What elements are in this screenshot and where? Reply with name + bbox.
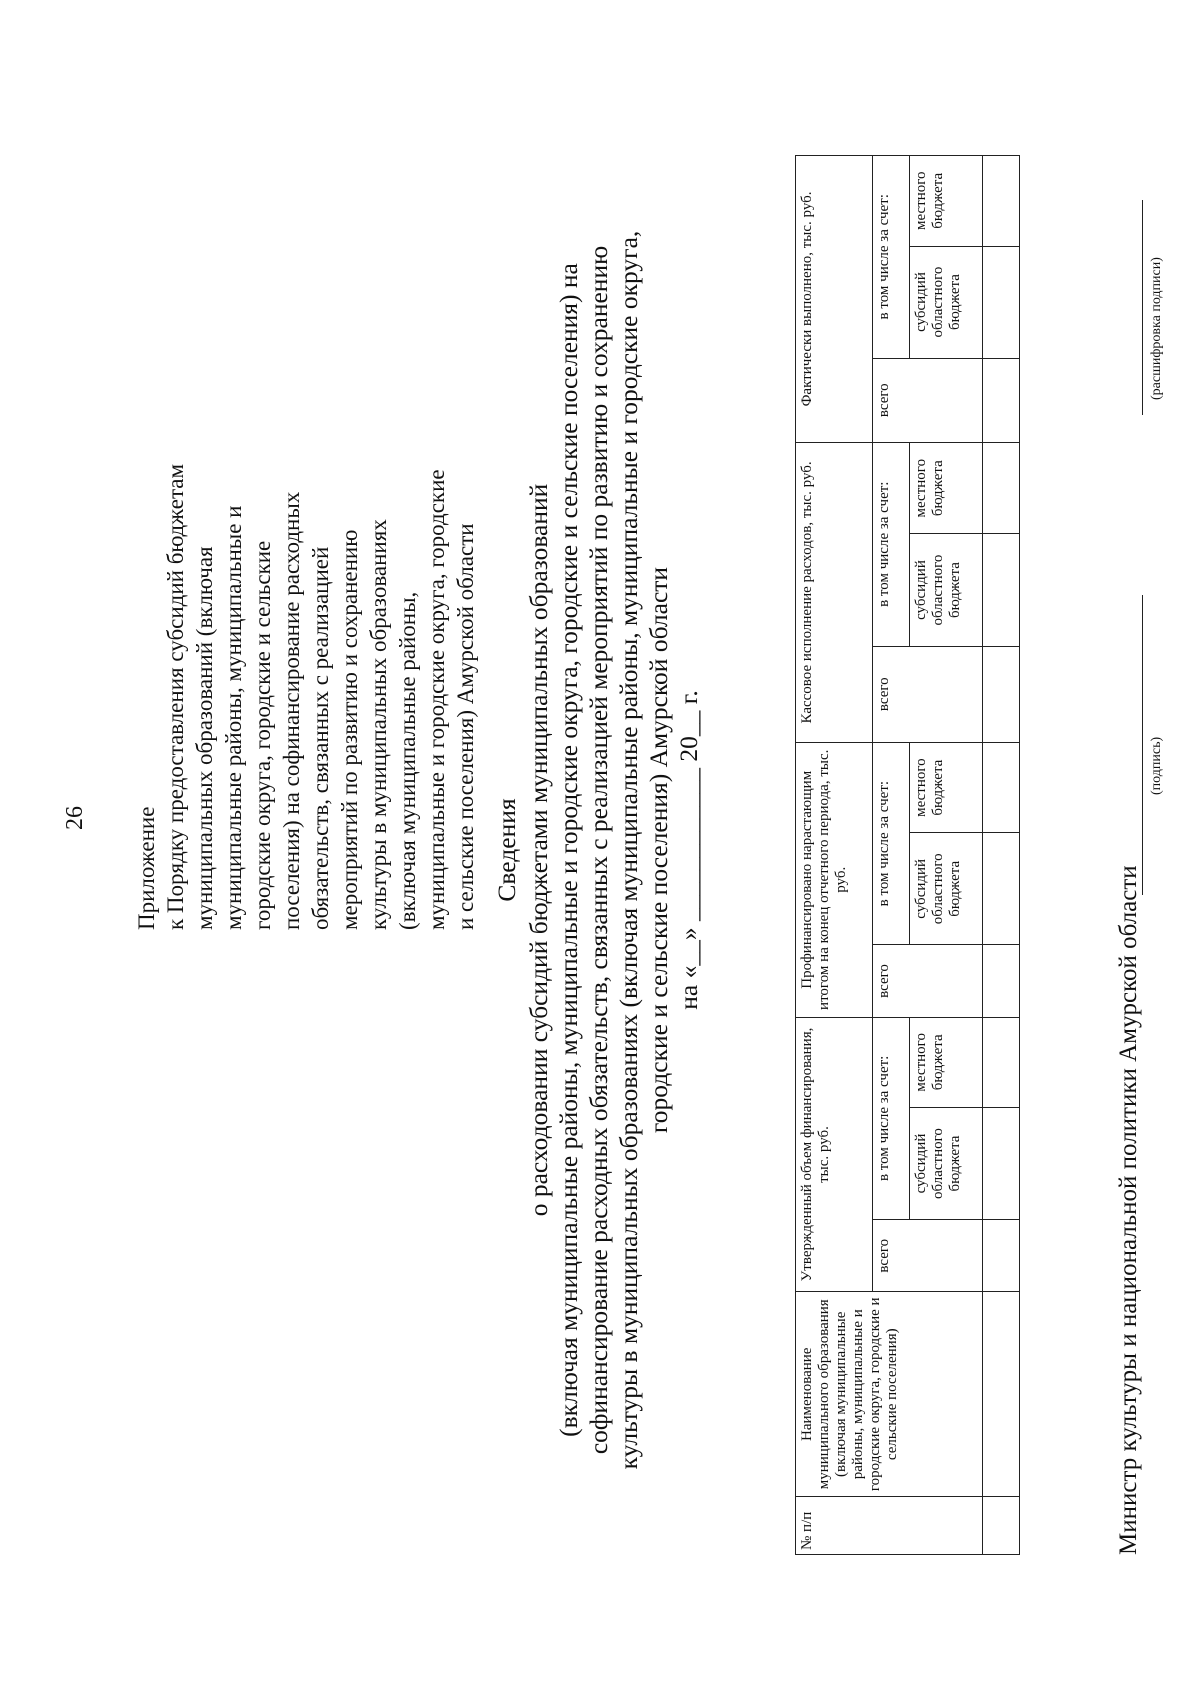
table-cell [983, 246, 1020, 358]
appendix-line: муниципальные районы, муниципальные и [221, 505, 246, 930]
col-group-actual: Фактически выполнено, тыс. руб. [796, 156, 873, 443]
col-local-header: местного бюджета [910, 442, 983, 534]
report-subtitle-line: о расходовании субсидий бюджетами муниципальных образований [524, 483, 553, 1217]
col-group-approved: Утвержденный объем финансирования, тыс. руб. [796, 1017, 873, 1292]
col-total-header: всего [873, 1220, 983, 1292]
report-subtitle-line: городские и сельские поселения) Амурской области [644, 566, 673, 1134]
col-including-header: в том числе за счет: [873, 742, 910, 944]
table-cell [983, 1220, 1020, 1292]
col-local-header: местного бюджета [910, 742, 983, 832]
col-regional-header: субсидий областного бюджета [910, 534, 983, 646]
report-subtitle-line: культуры в муниципальных образованиях (включая муниципальные районы, муниципальные и городские округа, [614, 230, 643, 1470]
table-cell [983, 1292, 1020, 1497]
subsidy-report-table [795, 155, 1020, 1555]
table-cell [983, 358, 1020, 442]
report-heading [492, 70, 704, 1630]
signature-line [1142, 595, 1143, 895]
col-including-header: в том числе за счет: [873, 156, 910, 359]
col-number-header: № п/п [796, 1497, 983, 1555]
signature-decode-label: (расшифровка подписи) [1149, 257, 1164, 400]
page-number: 26 [62, 806, 88, 830]
col-including-header: в том числе за счет: [873, 1017, 910, 1219]
col-local-header: местного бюджета [910, 1017, 983, 1107]
minister-title: Министр культуры и национальной политики Амурской области [1115, 865, 1142, 1555]
appendix-line: Приложение [134, 806, 159, 930]
table-cell [983, 534, 1020, 646]
appendix-note [132, 250, 480, 930]
table-cell [983, 1497, 1020, 1555]
report-title: Сведения [492, 798, 521, 902]
appendix-line: городские округа, городские и сельские [250, 540, 275, 930]
appendix-line: (включая муниципальные районы, [395, 591, 420, 930]
appendix-line: к Порядку предоставления субсидий бюджетам [163, 463, 188, 930]
col-total-header: всего [873, 646, 983, 742]
table-cell [983, 156, 1020, 247]
table-header-row [796, 156, 873, 1555]
col-local-header: местного бюджета [910, 156, 983, 247]
col-including-header: в том числе за счет: [873, 442, 910, 646]
col-regional-header: субсидий областного бюджета [910, 246, 983, 358]
col-regional-header: субсидий областного бюджета [910, 833, 983, 945]
table-cell [983, 1017, 1020, 1107]
table-row [983, 156, 1020, 1555]
table-cell [983, 646, 1020, 742]
appendix-line: обязательств, связанных с реализацией [308, 546, 333, 930]
table-cell [983, 742, 1020, 832]
col-group-financed: Профинансировано нарастающим итогом на конец отчетного периода, тыс. руб. [796, 742, 873, 1017]
report-subtitle-line: (включая муниципальные районы, муниципальные и городские округа, городские и сельские поселения) на [554, 263, 583, 1437]
col-regional-header: субсидий областного бюджета [910, 1108, 983, 1220]
table-cell [983, 1108, 1020, 1220]
appendix-line: муниципальных образований (включая [192, 546, 217, 930]
signature-block [1115, 155, 1175, 1555]
appendix-line: и сельские поселения) Амурской области [453, 523, 478, 930]
report-subtitle-line: софинансирование расходных обязательств, связанных с реализацией мероприятий по развитию и сохранению [584, 245, 613, 1455]
signature-decode-line [1142, 200, 1143, 415]
table-cell [983, 833, 1020, 945]
report-date-line: на «__» ____________ 20__ г. [674, 690, 703, 1010]
col-name-header: Наименование муниципального образования (включая муниципальные районы, муниципальные и городские округа, городские и сельские поселения) [796, 1292, 983, 1497]
table-cell [983, 442, 1020, 534]
col-total-header: всего [873, 358, 983, 442]
col-group-cash: Кассовое исполнение расходов, тыс. руб. [796, 442, 873, 742]
appendix-line: мероприятий по развитию и сохранению [337, 529, 362, 930]
signature-label: (подпись) [1149, 736, 1164, 795]
col-total-header: всего [873, 945, 983, 1017]
appendix-line: муниципальные и городские округа, городские [424, 469, 449, 930]
table-cell [983, 945, 1020, 1017]
appendix-line: культуры в муниципальных образованиях [366, 519, 391, 930]
appendix-line: поселения) на софинансирование расходных [279, 491, 304, 930]
